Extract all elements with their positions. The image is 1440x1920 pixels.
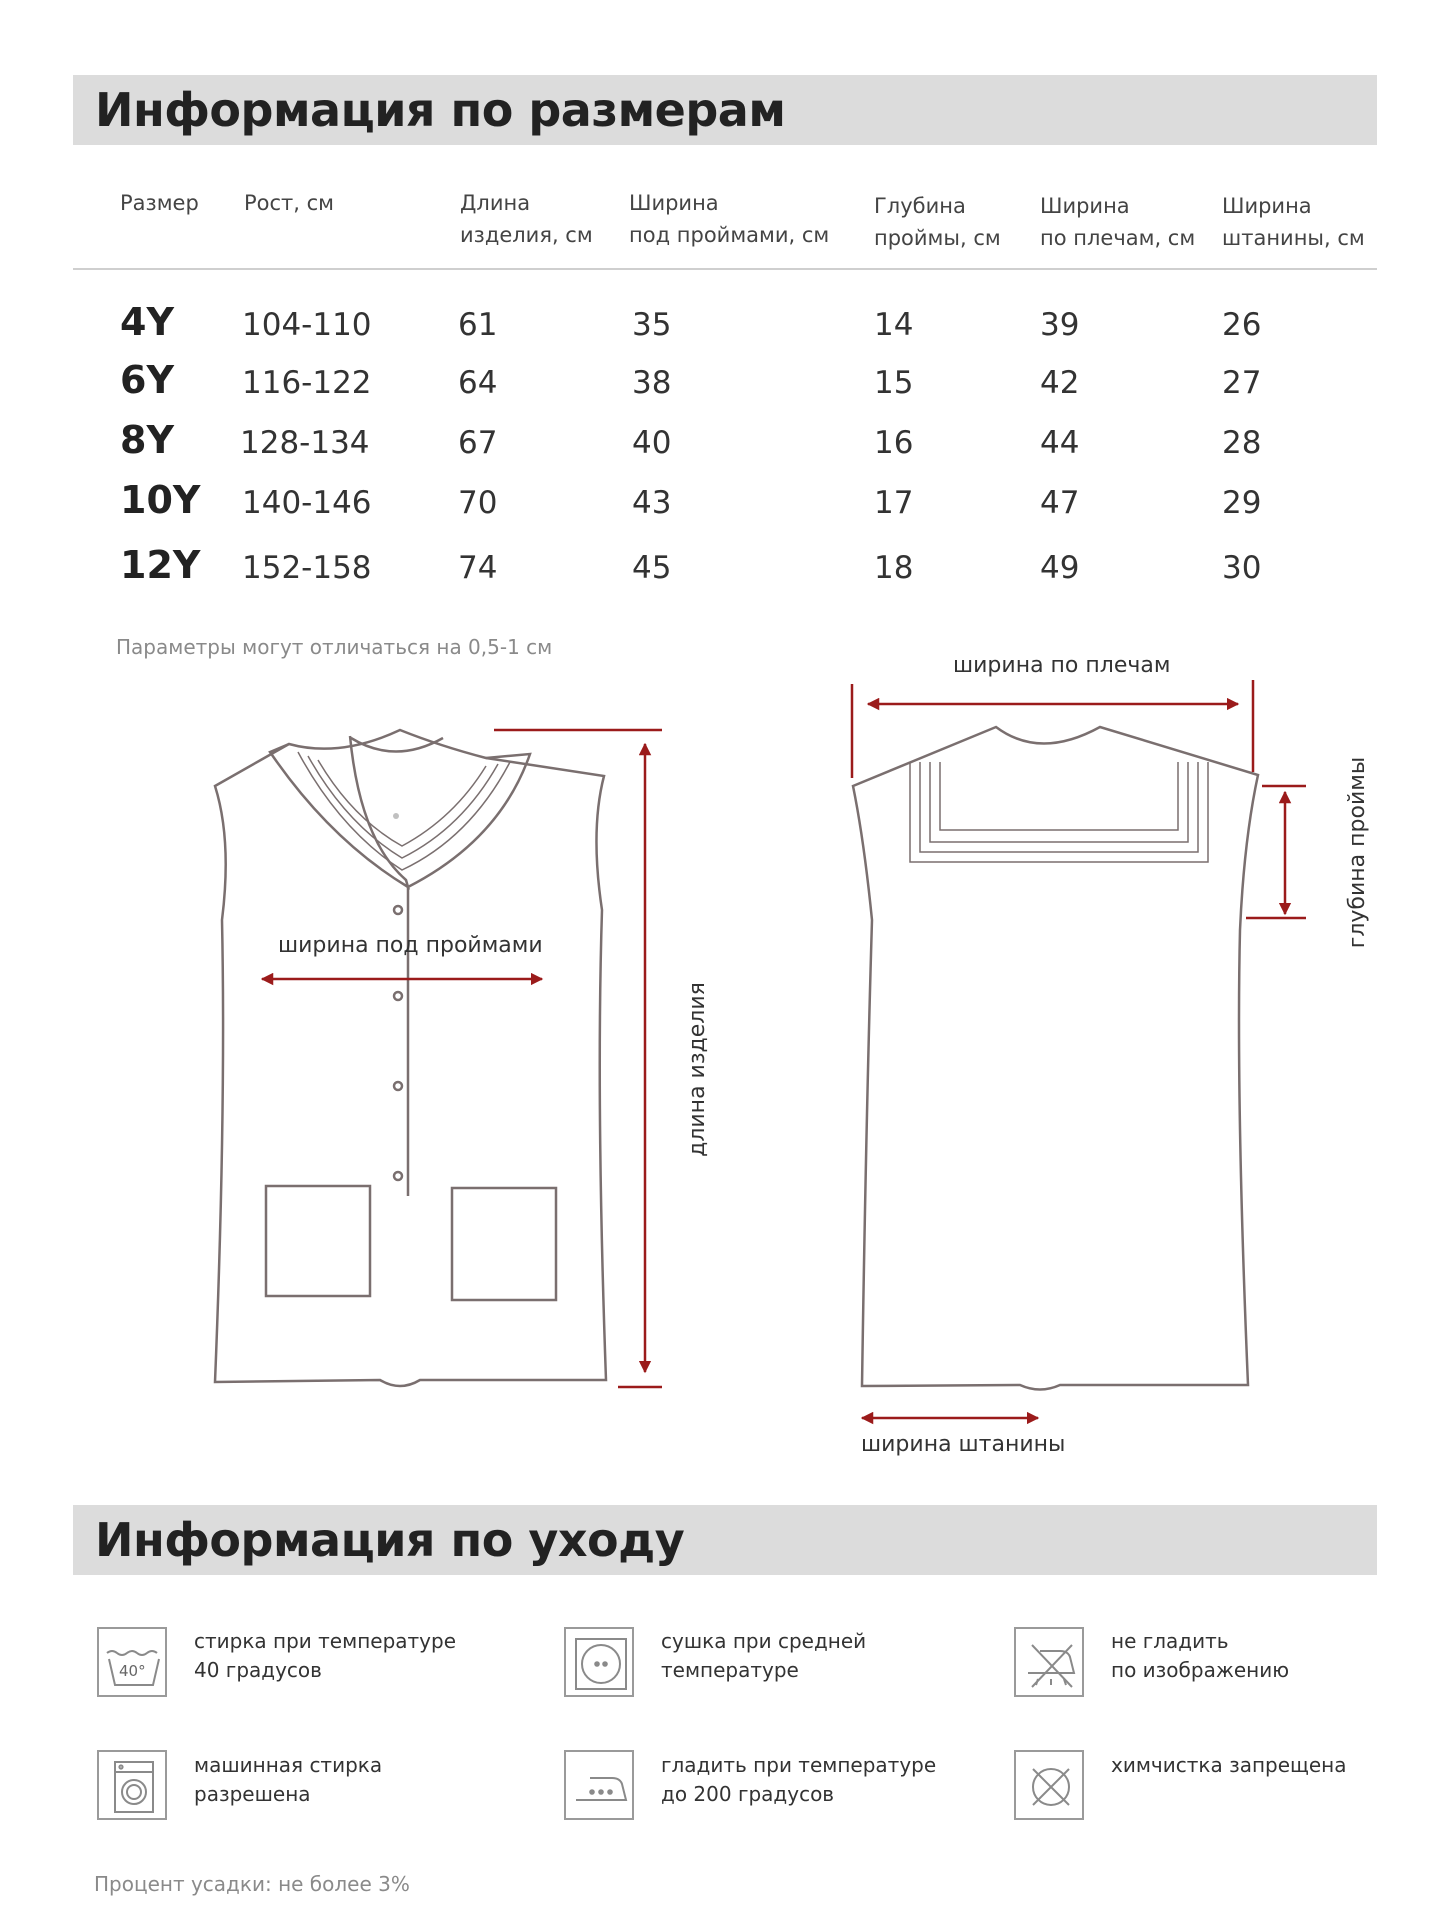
armhole-cell: 16 (874, 425, 914, 461)
shoulder-width-label: ширина по плечам (953, 653, 1171, 678)
size-cell: 4Y (120, 300, 174, 344)
no-dry-clean-icon (1014, 1750, 1084, 1820)
wash-40-icon (97, 1627, 167, 1697)
height-cell: 128-134 (240, 425, 370, 461)
shoulder-cell: 44 (1040, 425, 1080, 461)
size-cell: 8Y (120, 418, 174, 462)
washing-machine-icon (97, 1750, 167, 1820)
button (393, 813, 399, 819)
button (394, 906, 402, 914)
armhole-cell: 14 (874, 307, 914, 343)
wash-temp-text: 40° (119, 1662, 146, 1680)
armhole-cell: 15 (874, 365, 914, 401)
length-cell: 61 (458, 307, 498, 343)
tumble-dry-medium-icon (564, 1627, 634, 1697)
underarm-cell: 43 (632, 485, 672, 521)
care-banner (73, 1505, 1377, 1575)
length-label: длина изделия (684, 982, 710, 1157)
leg-cell: 27 (1222, 365, 1262, 401)
shoulder-cell: 42 (1040, 365, 1080, 401)
underarm-cell: 38 (632, 365, 672, 401)
col-header-size: Размер (120, 191, 199, 215)
pocket-right (452, 1188, 556, 1300)
button (394, 1082, 402, 1090)
col-header-armhole-depth: Глубина проймы, см (874, 194, 1001, 250)
button (394, 992, 402, 1000)
front-view (215, 730, 606, 1386)
care-text-iron: гладить при температуре до 200 градусов (661, 1753, 937, 1806)
pocket-left (266, 1186, 370, 1296)
care-text-dry: сушка при средней температуре (661, 1629, 867, 1682)
leg-cell: 30 (1222, 550, 1262, 586)
leg-width-label: ширина штанины (861, 1432, 1066, 1457)
armhole-depth-label: глубина проймы (1345, 756, 1371, 949)
height-cell: 140-146 (242, 485, 372, 521)
collar-stripe (318, 760, 486, 846)
underarm-cell: 40 (632, 425, 672, 461)
size-cell: 6Y (120, 358, 174, 402)
col-header-length: Длина изделия, см (460, 191, 593, 247)
care-text-wash: стирка при температуре 40 градусов (194, 1629, 457, 1682)
iron-200-icon (564, 1750, 634, 1820)
armhole-cell: 18 (874, 550, 914, 586)
length-cell: 67 (458, 425, 498, 461)
size-tolerance-note: Параметры могут отличаться на 0,5-1 см (116, 635, 553, 659)
shoulder-cell: 39 (1040, 307, 1080, 343)
underarm-cell: 45 (632, 550, 672, 586)
back-collar-stripe (920, 762, 1198, 852)
length-cell: 64 (458, 365, 498, 401)
leg-cell: 29 (1222, 485, 1262, 521)
underarm-width-label: ширина под проймами (278, 933, 543, 958)
back-collar-stripe (910, 762, 1208, 862)
col-header-leg-width: Ширина штанины, см (1222, 194, 1365, 250)
back-view (853, 727, 1258, 1390)
collar-stripe (308, 756, 498, 858)
back-collar-stripe (940, 762, 1178, 830)
length-cell: 70 (458, 485, 498, 521)
underarm-cell: 35 (632, 307, 672, 343)
care-text-machine-wash: машинная стирка разрешена (194, 1753, 383, 1806)
no-steam-iron-icon (1014, 1627, 1084, 1697)
care-text-no-dry-clean: химчистка запрещена (1111, 1753, 1347, 1777)
collar-left (270, 736, 408, 887)
col-header-underarm-width: Ширина под проймами, см (629, 191, 830, 247)
button (394, 1172, 402, 1180)
care-title: Информация по уходу (95, 1513, 685, 1567)
col-header-height: Рост, см (244, 191, 335, 215)
care-text-no-iron: не гладить по изображению (1111, 1629, 1290, 1682)
col-header-shoulder-width: Ширина по плечам, см (1040, 194, 1196, 250)
leg-cell: 26 (1222, 307, 1262, 343)
collar-stripe (298, 752, 510, 870)
length-cell: 74 (458, 550, 498, 586)
size-cell: 12Y (120, 543, 201, 587)
front-outline (215, 730, 606, 1386)
leg-cell: 28 (1222, 425, 1262, 461)
sizes-title: Информация по размерам (95, 83, 786, 137)
shoulder-cell: 49 (1040, 550, 1080, 586)
height-cell: 152-158 (242, 550, 372, 586)
height-cell: 104-110 (242, 307, 372, 343)
armhole-cell: 17 (874, 485, 914, 521)
size-cell: 10Y (120, 478, 201, 522)
height-cell: 116-122 (242, 365, 372, 401)
shrinkage-note: Процент усадки: не более 3% (94, 1872, 410, 1896)
shoulder-cell: 47 (1040, 485, 1080, 521)
